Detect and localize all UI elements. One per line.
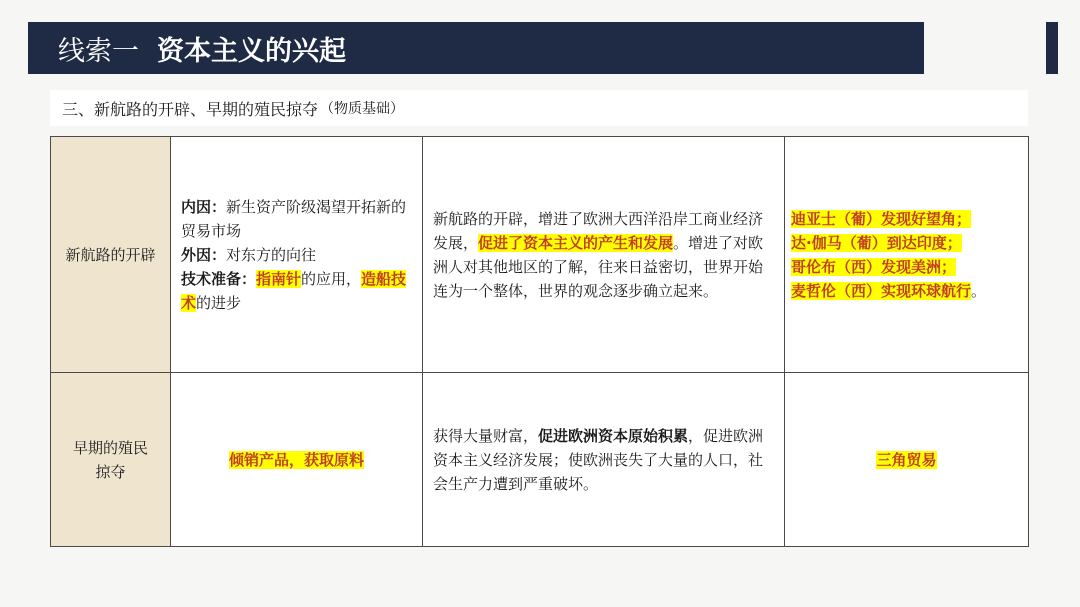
voyage-item: 哥伦布（西）发现美洲；: [791, 257, 957, 276]
content-table: [50, 136, 1029, 547]
cell-impact-plunder: 获得大量财富，促进欧洲资本原始积累，促进欧洲资本主义经济发展；使欧洲丧失了大量的人口，社会生产力遭到严重破坏。: [423, 373, 785, 547]
cell-purpose: 倾销产品，获取原料: [171, 373, 423, 547]
page-title: 资本主义的兴起: [157, 35, 346, 67]
section-heading: [50, 90, 1028, 126]
cell-form: 三角贸易: [785, 373, 1029, 547]
table-row: [51, 373, 1029, 547]
cause-inner: 内因：新生资产阶级渴望开拓新的贸易市场: [181, 197, 407, 240]
row-head-new-routes: 新航路的开辟: [51, 137, 171, 373]
title-bar: [28, 22, 924, 74]
table-row: [51, 137, 1029, 373]
section-heading-note: （物质基础）: [320, 101, 405, 117]
section-heading-text: 三、新航路的开辟、早期的殖民掠夺: [62, 99, 319, 119]
cell-voyages: 迪亚士（葡）发现好望角； 达·伽马（葡）到达印度； 哥伦布（西）发现美洲； 麦哲伦（西）实现环球航行。: [785, 137, 1029, 373]
side-accent-bar: [1046, 22, 1058, 74]
row-head-colonial-plunder: 早期的殖民掠夺: [51, 373, 171, 547]
title-prefix: 线索一: [58, 35, 139, 67]
voyage-item: 迪亚士（葡）发现好望角；: [791, 209, 972, 228]
cause-outer: 外因：对东方的向往: [181, 245, 317, 264]
voyage-item: 麦哲伦（西）实现环球航行: [791, 281, 972, 300]
cell-impact-new-routes: 新航路的开辟，增进了欧洲大西洋沿岸工商业经济发展，促进了资本主义的产生和发展。增进了对欧洲人对其他地区的了解，往来日益密切，世界开始连为一个整体，世界的观念逐步确立起来。: [423, 137, 785, 373]
cause-tech: 技术准备：指南针的应用，造船技术的进步: [181, 269, 407, 312]
voyage-item: 达·伽马（葡）到达印度；: [791, 233, 962, 252]
cell-causes: [171, 137, 423, 373]
